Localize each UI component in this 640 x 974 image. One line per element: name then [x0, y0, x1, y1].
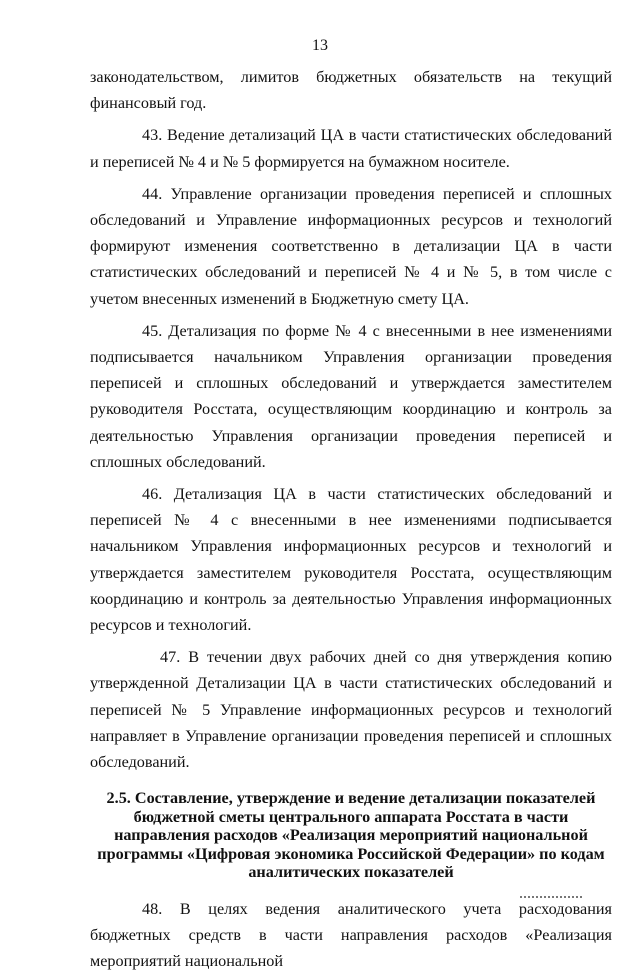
section-heading: 2.5. Составление, утверждение и ведение детализации показателей бюджетной сметы центрального аппарата Росстата в части направления расходов «Реализация мероприятий национальной программы «Цифровая экономика Российской Федерации» по кодам аналитических показателей	[97, 789, 605, 882]
document-body	[90, 64, 612, 974]
paragraph-46: 46. Детализация ЦА в части статистических обследований и переписей № 4 с внесенными в нее изменениями подписывается начальником Управления информационных ресурсов и технологий и утверждается заместителем руководителя Росстата, осуществляющим координацию и контроль за деятельностью Управления информационных ресурсов и технологий.	[90, 485, 612, 635]
paragraph-47: 47. В течении двух рабочих дней со дня утверждения копию утвержденной Детализации ЦА в части статистических обследований и переписей № 5 Управление информационных ресурсов и технологий направляет в Управление организации проведения переписей и сплошных обследований.	[90, 648, 612, 772]
paragraph-continuation: законодательством, лимитов бюджетных обязательств на текущий финансовый год.	[90, 68, 612, 113]
paragraph-44: 44. Управление организации проведения переписей и сплошных обследований и Управление информационных ресурсов и технологий формируют изменения соответственно в детализации ЦА в части статистических обследований и переписей № 4 и № 5, в том числе с учетом внесенных изменений в Бюджетную смету ЦА.	[90, 184, 612, 308]
scan-mark	[520, 896, 582, 902]
paragraph-48: 48. В целях ведения аналитического учета расходования бюджетных средств в части направления расходов «Реализация мероприятий национальной	[90, 899, 612, 971]
paragraph-45: 45. Детализация по форме № 4 с внесенными в нее изменениями подписывается начальником Управления организации проведения переписей и сплошных обследований и утверждается заместителем руководителя Росстата, осуществляющим координацию и контроль за деятельностью Управления организации проведения переписей и сплошных обследований.	[90, 321, 612, 471]
paragraph-43: 43. Ведение детализаций ЦА в части статистических обследований и переписей № 4 и № 5 формируется на бумажном носителе.	[90, 126, 612, 171]
page-number: 13	[312, 37, 328, 54]
